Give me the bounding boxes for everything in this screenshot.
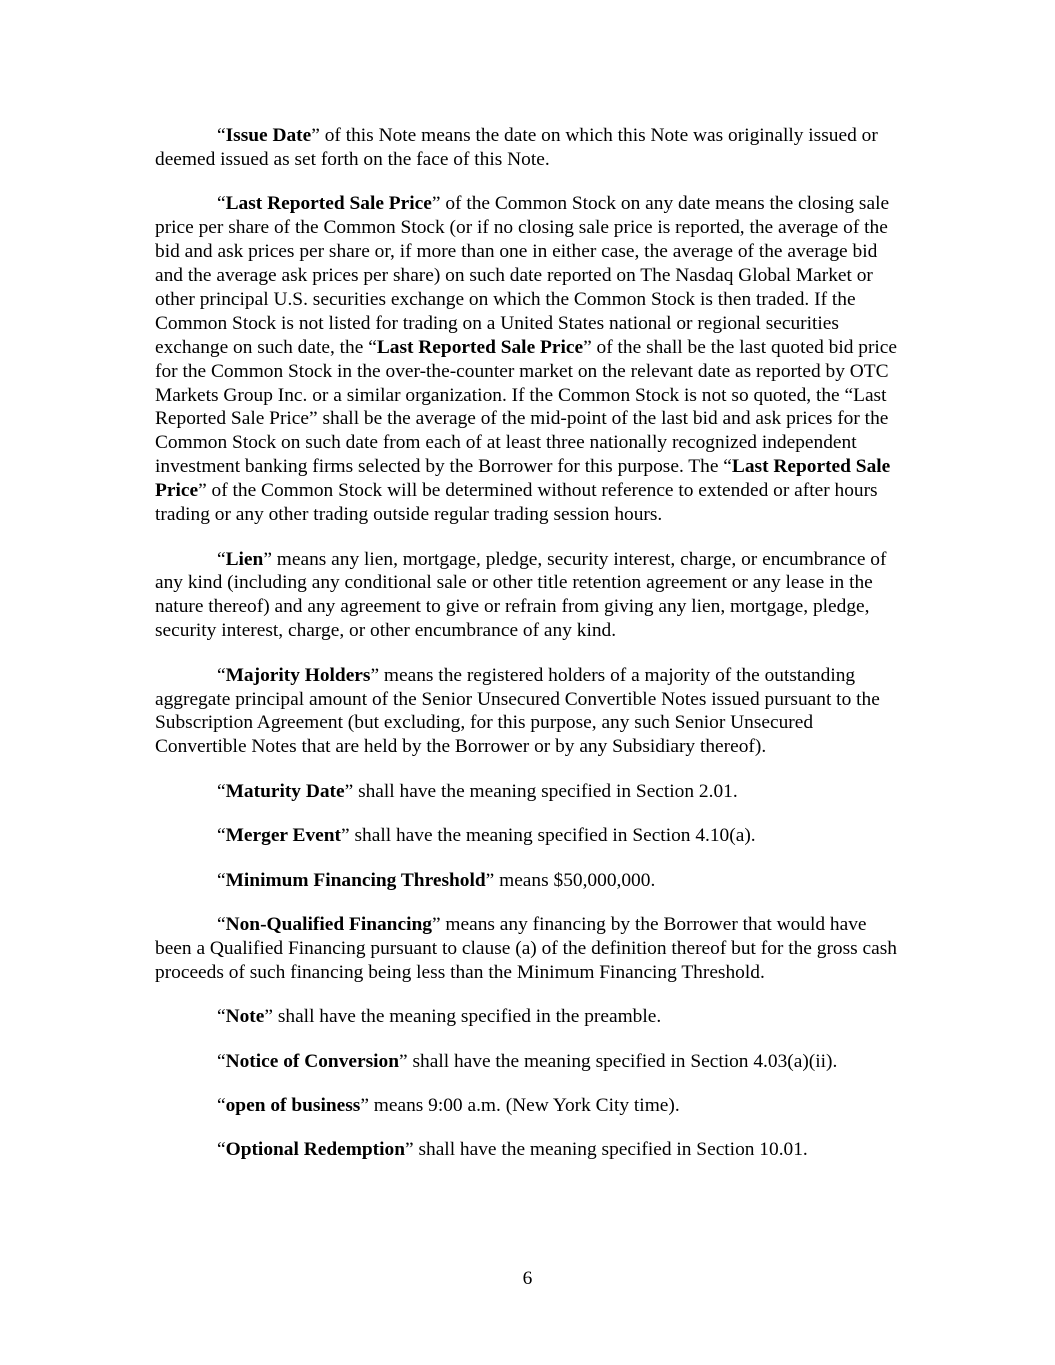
definition-last-reported-sale-price: “Last Reported Sale Price” of the Common Stock on any date means the closing sale price per share of the Common Stock (or if no closing sale price is reported, the average of the bid and ask prices per share or, if more than one in either case, the average of the average bid and the average ask prices per share) on such date reported on The Nasdaq Global Market or other principal U.S. securities exchange on which the Common Stock is then traded. If the Common Stock is not listed for trading on a United States national or regional securities exchange on such date, the “Last Reported Sale Price” of the shall be the last quoted bid price for the Common Stock in the over-the-counter market on the relevant date as reported by OTC Markets Group Inc. or a similar organization. If the Common Stock is not so quoted, the “Last Reported Sale Price” shall be the average of the mid-point of the last bid and ask prices for the Common Stock on such date from each of at least three nationally recognized independent investment banking firms selected by the Borrower for this purpose. The “Last Reported Sale Price” of the Common Stock will be determined without reference to extended or after hours trading or any other trading outside regular trading session hours. bbox=[155, 193, 898, 526]
definition-text: means 9:00 a.m. (New York City time). bbox=[368, 1095, 680, 1116]
definition-notice-of-conversion: “Notice of Conversion” shall have the meaning specified in Section 4.03(a)(ii). bbox=[217, 1050, 838, 1072]
definition-text: shall have the meaning specified in Section 2.01. bbox=[353, 780, 738, 802]
definition-text: of this Note means the date on which this Note was originally issued or deemed issued as set forth on the face of this Note. bbox=[155, 125, 878, 170]
definition-text: means any lien, mortgage, pledge, security interest, charge, or encumbrance of any kind (including any conditional sale or other title retention agreement or any lease in the nature thereof) and any agreement to give or refrain from giving any lien, mortgage, pledge, security interest, charge, or other encumbrance of any kind. bbox=[155, 548, 887, 642]
defined-term: Last Reported Sale Price bbox=[155, 456, 891, 502]
defined-term: Optional Redemption bbox=[225, 1139, 405, 1161]
defined-term: Lien bbox=[225, 548, 264, 570]
definition-text: shall have the meaning specified in Section 10.01. bbox=[413, 1139, 808, 1161]
defined-term: Last Reported Sale Price bbox=[225, 193, 432, 215]
definition-lien: “Lien” means any lien, mortgage, pledge, security interest, charge, or encumbrance of any kind (including any conditional sale or other title retention agreement or any lease in the nature thereof) and any agreement to give or refrain from giving any lien, mortgage, pledge, security interest, charge, or other encumbrance of any kind. bbox=[155, 548, 887, 642]
definition-issue-date: “Issue Date” of this Note means the date on which this Note was originally issued or deemed issued as set forth on the face of this Note. bbox=[155, 125, 878, 170]
definition-text: means the registered holders of a majority of the outstanding aggregate principal amount of the Senior Unsecured Convertible Notes issued pursuant to the Subscription Agreement (but excluding, for this purpose, any such Senior Unsecured Convertible Notes that are held by the Borrower or by any Subsidiary thereof). bbox=[155, 664, 880, 758]
defined-term: Issue Date bbox=[225, 125, 312, 146]
definition-text: of the Common Stock on any date means the closing sale price per share of the Common Stock (or if no closing sale price is reported, the average of the bid and ask prices per share or, if more than one in either case, the average of the average bid and the average ask prices per share) on such date reported on The Nasdaq Global Market or other principal U.S. securities exchange on which the Common Stock is then traded. If the Common Stock is not listed for trading on a United States national or regional securities exchange on such date, the “ bbox=[155, 193, 890, 358]
definition-minimum-financing-threshold: “Minimum Financing Threshold” means $50,000,000. bbox=[217, 869, 656, 891]
definition-text: means any financing by the Borrower that would have been a Qualified Financing pursuant to clause (a) of the definition thereof but for the gross cash proceeds of such financing being less than the Minimum Financing Threshold. bbox=[155, 913, 897, 983]
defined-term: Maturity Date bbox=[225, 780, 345, 802]
defined-term: Notice of Conversion bbox=[225, 1050, 400, 1072]
definition-text: shall have the meaning specified in the preamble. bbox=[272, 1006, 662, 1028]
defined-term: Merger Event bbox=[225, 825, 342, 847]
definition-majority-holders: “Majority Holders” means the registered holders of a majority of the outstanding aggregate principal amount of the Senior Unsecured Convertible Notes issued pursuant to the Subscription Agreement (but excluding, for this purpose, any such Senior Unsecured Convertible Notes that are held by the Borrower or by any Subsidiary thereof). bbox=[155, 664, 880, 758]
defined-term: Non-Qualified Financing bbox=[225, 913, 432, 935]
definition-merger-event: “Merger Event” shall have the meaning specified in Section 4.10(a). bbox=[217, 825, 756, 847]
definition-text: means $50,000,000. bbox=[494, 869, 656, 891]
definition-text: ” of the shall be the last quoted bid price for the Common Stock in the over-the-counter market on the relevant date as reported by OTC Markets Group Inc. or a similar organization. If the Common Stock is not so quoted, the “Last Reported Sale Price” shall be the average of the mid-point of the last bid and ask prices for the Common Stock on such date from each of at least three nationally recognized independent investment banking firms selected by the Borrower for this purpose. The “ bbox=[155, 336, 898, 478]
definition-maturity-date: “Maturity Date” shall have the meaning specified in Section 2.01. bbox=[217, 780, 738, 802]
defined-term: Minimum Financing Threshold bbox=[225, 869, 486, 891]
definition-non-qualified-financing: “Non-Qualified Financing” means any financing by the Borrower that would have been a Qualified Financing pursuant to clause (a) of the definition thereof but for the gross cash proceeds of such financing being less than the Minimum Financing Threshold. bbox=[155, 913, 897, 983]
definition-text: ” of the Common Stock will be determined without reference to extended or after hours trading or any other trading outside regular trading session hours. bbox=[155, 480, 878, 526]
definition-text: shall have the meaning specified in Section 4.10(a). bbox=[349, 825, 756, 847]
definition-optional-redemption: “Optional Redemption” shall have the meaning specified in Section 10.01. bbox=[217, 1139, 808, 1161]
defined-term: open of business bbox=[225, 1095, 361, 1116]
definition-note: “Note” shall have the meaning specified in the preamble. bbox=[217, 1006, 662, 1028]
defined-term: Majority Holders bbox=[225, 664, 371, 686]
document-body bbox=[155, 124, 907, 1183]
defined-term: Note bbox=[225, 1006, 265, 1028]
defined-term: Last Reported Sale Price bbox=[376, 336, 584, 358]
definition-text: shall have the meaning specified in Section 4.03(a)(ii). bbox=[407, 1050, 838, 1072]
page-number: 6 bbox=[522, 1268, 533, 1289]
definition-open-of-business: “open of business” means 9:00 a.m. (New York City time). bbox=[217, 1095, 680, 1116]
